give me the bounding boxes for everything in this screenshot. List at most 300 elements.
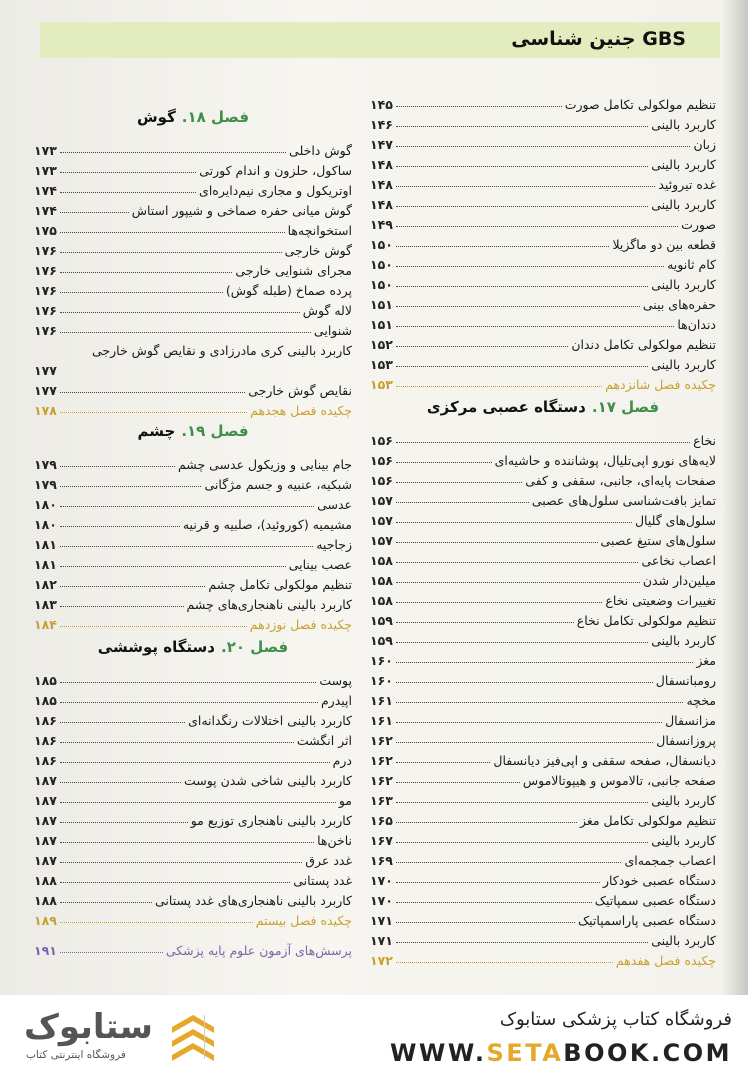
dot-leader — [396, 146, 691, 147]
toc-entry-title: درم — [332, 753, 352, 768]
chapter-18-heading — [34, 108, 352, 138]
toc-entry[interactable] — [370, 588, 716, 608]
toc-entry-title: غدد پستانی — [293, 873, 352, 888]
dot-leader — [60, 212, 129, 213]
toc-entry-title: پرسش‌های آزمون علوم پایه پزشکی — [165, 943, 352, 958]
toc-entry-title: اپیدرم — [320, 693, 352, 708]
chapter-20-heading — [34, 638, 352, 668]
toc-entry[interactable] — [34, 238, 352, 258]
toc-entry-title: کاربرد بالینی شاخی شدن پوست — [183, 773, 352, 788]
dot-leader — [396, 722, 662, 723]
toc-entry-title: کاربرد بالینی ناهنجاری توزیع مو — [190, 813, 352, 828]
dot-leader — [60, 742, 294, 743]
toc-entry[interactable] — [370, 848, 716, 868]
toc-entry[interactable] — [370, 272, 716, 292]
toc-entry-title: زبان — [693, 137, 716, 152]
chapter-summary-entry[interactable] — [370, 372, 716, 392]
toc-entry[interactable] — [34, 848, 352, 868]
toc-entry-page: ۱۷۸ — [34, 403, 57, 418]
toc-entry[interactable] — [34, 378, 352, 398]
toc-entry[interactable] — [370, 548, 716, 568]
toc-entry-page: ۱۶۰ — [370, 653, 393, 668]
toc-entry[interactable] — [34, 668, 352, 688]
toc-entry[interactable] — [370, 608, 716, 628]
chevron-logo-icon — [170, 1011, 216, 1067]
toc-entry-page: ۱۸۶ — [34, 753, 57, 768]
toc-entry[interactable] — [370, 908, 716, 928]
dot-leader — [396, 166, 648, 167]
toc-entry-title: مجرای شنوایی خارجی — [235, 263, 352, 278]
toc-entry-title: مشیمیه (کوروئید)، صلبیه و قرنیه — [182, 517, 352, 532]
dot-leader — [60, 392, 245, 393]
toc-entry-title: دیانسفال، صفحه سقفی و اپی‌فیز دیانسفال — [493, 753, 716, 768]
toc-entry[interactable] — [370, 788, 716, 808]
dot-leader — [396, 346, 568, 347]
toc-entry[interactable] — [34, 592, 352, 612]
toc-entry[interactable] — [370, 428, 716, 448]
dot-leader — [60, 606, 184, 607]
toc-entry-page: ۱۵۶ — [370, 473, 393, 488]
dot-leader — [396, 662, 693, 663]
dot-leader — [60, 782, 181, 783]
toc-entry-title: غدد عرق — [305, 853, 352, 868]
toc-entry-title: اوتریکول و مجاری نیم‌دایره‌ای — [199, 183, 352, 198]
dot-leader — [396, 562, 639, 563]
toc-entry-page: ۱۶۲ — [370, 753, 393, 768]
chapter-19-heading — [34, 422, 352, 452]
toc-entry-page: ۱۸۴ — [34, 617, 57, 632]
dot-leader — [396, 186, 655, 187]
toc-entry-title: کاربرد بالینی — [651, 833, 716, 848]
toc-entry-page: ۱۷۶ — [34, 263, 57, 278]
dot-leader — [60, 152, 286, 153]
toc-entry[interactable] — [34, 452, 352, 472]
toc-entry-page: ۱۷۳ — [34, 143, 57, 158]
toc-entry-title: حفره‌های بینی — [642, 297, 716, 312]
toc-entry-page: ۱۶۹ — [370, 853, 393, 868]
toc-entry-title: کاربرد بالینی — [651, 157, 716, 172]
chapter-summary-entry[interactable] — [370, 948, 716, 968]
toc-entry-title: اثر انگشت — [296, 733, 352, 748]
toc-entry[interactable] — [34, 472, 352, 492]
toc-entry-page: ۱۶۰ — [370, 673, 393, 688]
page-title: GBS جنین شناسی — [511, 28, 686, 50]
dot-leader — [396, 286, 648, 287]
toc-entry-page: ۱۸۷ — [34, 793, 57, 808]
toc-entry[interactable] — [370, 252, 716, 272]
chapter-number: فصل ۱۸. — [181, 108, 250, 126]
dot-leader — [396, 942, 648, 943]
toc-entry-title: چکیده فصل نوزدهم — [249, 617, 352, 632]
store-logo[interactable] — [20, 1007, 220, 1069]
chapter-summary-entry[interactable] — [34, 908, 352, 928]
toc-entry-page: ۱۵۷ — [370, 493, 393, 508]
toc-entry-title: تنظیم مولکولی تکامل چشم — [208, 577, 352, 592]
toc-entry-page: ۱۵۱ — [370, 317, 393, 332]
dot-leader — [396, 702, 684, 703]
toc-entry-title: عدسی — [317, 497, 352, 512]
dot-leader — [396, 762, 491, 763]
toc-entry-page: ۱۵۷ — [370, 513, 393, 528]
chapter-title: دستگاه عصبی مرکزی — [426, 398, 586, 416]
dot-leader — [396, 266, 664, 267]
toc-entry[interactable] — [34, 768, 352, 788]
dot-leader — [396, 462, 492, 463]
dot-leader — [396, 582, 640, 583]
toc-entry-title: چکیده فصل هجدهم — [250, 403, 352, 418]
toc-entry-page: ۱۵۷ — [370, 533, 393, 548]
toc-entry-continuation[interactable] — [34, 358, 352, 378]
toc-entry-title: ساکول، حلزون و اندام کورتی — [199, 163, 352, 178]
toc-entry[interactable] — [34, 572, 352, 592]
toc-entry-page: ۱۷۴ — [34, 203, 57, 218]
toc-entry-page: ۱۶۲ — [370, 773, 393, 788]
toc-entry-page: ۱۴۸ — [370, 197, 393, 212]
toc-entry[interactable] — [34, 888, 352, 908]
url-prefix: WWW. — [389, 1039, 487, 1067]
toc-entry-title: میلین‌دار شدن — [642, 573, 716, 588]
dot-leader — [60, 952, 163, 953]
toc-entry[interactable] — [370, 748, 716, 768]
toc-entry-page: ۱۷۷ — [34, 383, 57, 398]
toc-entry[interactable] — [34, 258, 352, 278]
toc-entry[interactable] — [370, 112, 716, 132]
dot-leader — [396, 326, 674, 327]
toc-entry-page: ۱۸۷ — [34, 813, 57, 828]
dot-leader — [396, 622, 574, 623]
toc-entry-page: ۱۵۸ — [370, 573, 393, 588]
store-title: فروشگاه کتاب پزشکی ستابوک — [499, 1009, 732, 1030]
toc-entry-title: چکیده فصل هفدهم — [615, 953, 716, 968]
dot-leader — [396, 922, 575, 923]
toc-entry-page: ۱۷۴ — [34, 183, 57, 198]
toc-entry[interactable] — [34, 708, 352, 728]
toc-entry[interactable] — [370, 668, 716, 688]
toc-entry-page: ۱۸۷ — [34, 833, 57, 848]
toc-entry-title: شبکیه، عنبیه و جسم مژگانی — [204, 477, 352, 492]
dot-leader — [60, 882, 290, 883]
toc-entry-title: گوش میانی حفره صماخی و شیپور استاش — [131, 203, 352, 218]
toc-entry[interactable] — [370, 192, 716, 212]
toc-entry-page: ۱۵۳ — [370, 377, 393, 392]
toc-entry-title: گوش داخلی — [289, 143, 352, 158]
dot-leader — [60, 332, 311, 333]
dot-leader — [396, 522, 632, 523]
toc-entry[interactable] — [34, 298, 352, 318]
toc-entry-title: کاربرد بالینی — [651, 633, 716, 648]
toc-entry[interactable] — [370, 688, 716, 708]
dot-leader — [396, 642, 648, 643]
toc-entry-page: ۱۵۰ — [370, 277, 393, 292]
toc-entry-title: پوست — [319, 673, 352, 688]
toc-entry[interactable] — [34, 218, 352, 238]
toc-entry-title: کاربرد بالینی — [651, 197, 716, 212]
toc-entry-page: ۱۴۸ — [370, 157, 393, 172]
toc-entry[interactable] — [34, 198, 352, 218]
dot-leader — [60, 566, 286, 567]
toc-entry-title: قطعه بین دو ماگزیلا — [612, 237, 716, 252]
chapter-title: گوش — [136, 108, 176, 126]
toc-entry[interactable] — [34, 748, 352, 768]
dot-leader — [396, 802, 648, 803]
dot-leader — [396, 682, 653, 683]
dot-leader — [396, 842, 648, 843]
store-url[interactable] — [390, 1039, 732, 1067]
dot-leader — [60, 862, 302, 863]
dot-leader — [396, 862, 622, 863]
toc-entry-title: تنظیم مولکولی تکامل صورت — [564, 97, 716, 112]
toc-entry[interactable] — [370, 92, 716, 112]
chapter-number: فصل ۱۷. — [591, 398, 660, 416]
dot-leader — [60, 722, 185, 723]
toc-entry-title: تنظیم مولکولی تکامل نخاع — [576, 613, 716, 628]
dot-leader — [60, 546, 313, 547]
toc-entry-page: ۱۷۹ — [34, 457, 57, 472]
dot-leader — [396, 782, 520, 783]
toc-entry-title: صفحه جانبی، تالاموس و هیپوتالاموس — [522, 773, 716, 788]
toc-entry[interactable] — [370, 808, 716, 828]
chapter-title: دستگاه پوششی — [97, 638, 215, 656]
dot-leader — [396, 822, 577, 823]
toc-entry[interactable] — [34, 728, 352, 748]
toc-entry-title: اعصاب جمجمه‌ای — [624, 853, 716, 868]
toc-entry-page: ۱۶۱ — [370, 713, 393, 728]
exam-questions-entry[interactable] — [34, 938, 352, 958]
dot-leader — [396, 542, 598, 543]
toc-entry[interactable] — [34, 788, 352, 808]
toc-entry-page: ۱۷۳ — [34, 163, 57, 178]
dot-leader — [60, 486, 202, 487]
toc-entry[interactable] — [370, 152, 716, 172]
toc-entry[interactable] — [34, 178, 352, 198]
dot-leader — [396, 902, 592, 903]
toc-entry-page: ۱۶۳ — [370, 793, 393, 808]
toc-entry-page: ۱۴۸ — [370, 177, 393, 192]
toc-entry[interactable] — [34, 278, 352, 298]
toc-entry-page: ۱۸۷ — [34, 853, 57, 868]
toc-entry[interactable] — [34, 532, 352, 552]
toc-entry[interactable] — [34, 868, 352, 888]
url-suffix: BOOK.COM — [563, 1039, 732, 1067]
toc-entry-page: ۱۵۳ — [370, 357, 393, 372]
toc-entry[interactable] — [34, 512, 352, 532]
toc-entry-page: ۱۸۳ — [34, 597, 57, 612]
toc-entry[interactable] — [34, 158, 352, 178]
toc-entry-title: استخوانچه‌ها — [287, 223, 352, 238]
dot-leader — [396, 482, 522, 483]
dot-leader — [396, 386, 602, 387]
toc-entry-page: ۱۸۸ — [34, 893, 57, 908]
toc-entry-title: لاله گوش — [302, 303, 352, 318]
toc-entry[interactable] — [370, 528, 716, 548]
logo-tagline: فروشگاه اینترنتی کتاب — [26, 1049, 126, 1061]
toc-entry-title: کاربرد بالینی — [651, 117, 716, 132]
toc-entry-page: ۱۸۶ — [34, 713, 57, 728]
toc-entry[interactable] — [34, 138, 352, 158]
toc-entry[interactable] — [370, 868, 716, 888]
toc-entry[interactable] — [370, 928, 716, 948]
toc-entry[interactable] — [370, 332, 716, 352]
toc-entry[interactable] — [370, 488, 716, 508]
dot-leader — [60, 842, 314, 843]
toc-entry[interactable] — [370, 448, 716, 468]
toc-entry-page: ۱۶۷ — [370, 833, 393, 848]
dot-leader — [60, 252, 282, 253]
toc-entry-title: صفحات پایه‌ای، جانبی، سقفی و کفی — [525, 473, 716, 488]
dot-leader — [60, 506, 314, 507]
toc-entry[interactable] — [34, 318, 352, 338]
toc-entry[interactable] — [34, 828, 352, 848]
dot-leader — [60, 412, 247, 413]
toc-entry-page: ۱۷۱ — [370, 913, 393, 928]
chapter-17-heading — [370, 398, 716, 428]
chapter-number: فصل ۱۹. — [181, 422, 249, 440]
toc-entry-title: دندان‌ها — [677, 317, 716, 332]
toc-entry-title: کام ثانویه — [667, 257, 716, 272]
toc-entry-page: ۱۵۰ — [370, 237, 393, 252]
toc-entry-title: سلول‌های گلیال — [634, 513, 716, 528]
toc-entry[interactable] — [370, 648, 716, 668]
toc-entry-page: ۱۸۲ — [34, 577, 57, 592]
toc-entry[interactable] — [370, 312, 716, 332]
toc-entry-title: دستگاه عصبی سمپاتیک — [594, 893, 716, 908]
dot-leader — [396, 962, 613, 963]
toc-entry[interactable] — [370, 468, 716, 488]
toc-entry-title: تنظیم مولکولی تکامل مغز — [579, 813, 716, 828]
toc-entry[interactable] — [370, 708, 716, 728]
dot-leader — [396, 882, 600, 883]
toc-entry[interactable] — [34, 688, 352, 708]
chapter-summary-entry[interactable] — [34, 398, 352, 418]
toc-entry[interactable] — [370, 292, 716, 312]
toc-entry[interactable] — [370, 232, 716, 252]
toc-entry-title: نخاع — [693, 433, 716, 448]
dot-leader — [396, 602, 603, 603]
toc-entry-title: مو — [338, 793, 352, 808]
toc-entry-page: ۱۸۸ — [34, 873, 57, 888]
dot-leader — [396, 106, 562, 107]
store-footer — [0, 995, 748, 1079]
toc-entry-title: غده تیروئید — [658, 177, 716, 192]
dot-leader — [396, 306, 640, 307]
toc-entry[interactable] — [370, 768, 716, 788]
toc-entry-title: کاربرد بالینی اختلالات رنگدانه‌ای — [188, 713, 352, 728]
toc-entry-title: مزانسفال — [665, 713, 716, 728]
dot-leader — [60, 232, 285, 233]
toc-entry[interactable] — [34, 492, 352, 512]
toc-entry-title: گوش خارجی — [284, 243, 352, 258]
toc-entry[interactable] — [370, 352, 716, 372]
toc-entry-page: ۱۵۹ — [370, 633, 393, 648]
toc-entry-page: ۱۷۶ — [34, 303, 57, 318]
toc-entry-page: ۱۴۶ — [370, 117, 393, 132]
toc-entry-title: عصب بینایی — [288, 557, 352, 572]
toc-entry-title: چکیده فصل شانزدهم — [605, 377, 716, 392]
toc-entry-page: ۱۴۷ — [370, 137, 393, 152]
logo-wordmark: ستابوک — [24, 1007, 153, 1047]
toc-entry-title: شنوایی — [313, 323, 352, 338]
dot-leader — [60, 172, 196, 173]
chapter-summary-entry[interactable] — [34, 612, 352, 632]
toc-entry[interactable] — [370, 628, 716, 648]
chapter-number: فصل ۲۰. — [221, 638, 289, 656]
toc-entry-title: کاربرد بالینی کری مادرزادی و نقایص گوش خارجی — [91, 343, 352, 358]
toc-entry[interactable] — [370, 728, 716, 748]
chapter-title: چشم — [137, 422, 176, 440]
toc-entry-page: ۱۶۵ — [370, 813, 393, 828]
dot-leader — [396, 246, 610, 247]
toc-entry-title: صورت — [681, 217, 716, 232]
toc-entry-title: ناخن‌ها — [317, 833, 352, 848]
toc-entry[interactable] — [34, 338, 352, 358]
toc-entry-title: دستگاه عصبی پاراسمپاتیک — [577, 913, 716, 928]
dot-leader — [60, 702, 318, 703]
toc-entry[interactable] — [370, 132, 716, 152]
toc-entry-page: ۱۶۱ — [370, 693, 393, 708]
toc-entry[interactable] — [370, 828, 716, 848]
toc-entry-page: ۱۸۶ — [34, 733, 57, 748]
toc-entry-title: اعصاب نخاعی — [641, 553, 716, 568]
toc-entry-page: ۱۵۰ — [370, 257, 393, 272]
toc-entry-page: ۱۷۰ — [370, 873, 393, 888]
dot-leader — [396, 442, 690, 443]
dot-leader — [60, 466, 175, 467]
dot-leader — [396, 126, 648, 127]
toc-entry-title: پروزانسفال — [656, 733, 716, 748]
toc-entry-title: کاربرد بالینی ناهنجاری‌های چشم — [186, 597, 352, 612]
toc-entry[interactable] — [370, 508, 716, 528]
toc-entry-page: ۱۷۶ — [34, 323, 57, 338]
toc-left-column — [34, 108, 352, 958]
toc-entry-page: ۱۴۹ — [370, 217, 393, 232]
toc-entry-page: ۱۷۵ — [34, 223, 57, 238]
toc-entry-page: ۱۵۱ — [370, 297, 393, 312]
dot-leader — [60, 902, 152, 903]
toc-entry-title: کاربرد بالینی — [651, 277, 716, 292]
toc-entry-page: ۱۵۲ — [370, 337, 393, 352]
toc-entry-title: جام بینایی و وزیکول عدسی چشم — [177, 457, 352, 472]
dot-leader — [60, 682, 316, 683]
toc-entry-title: مخچه — [686, 693, 716, 708]
toc-entry-page: ۱۷۲ — [370, 953, 393, 968]
dot-leader — [60, 586, 205, 587]
toc-entry[interactable] — [370, 888, 716, 908]
footer-divider — [204, 1015, 205, 1059]
toc-entry-page: ۱۷۰ — [370, 893, 393, 908]
toc-entry-title: نقایص گوش خارجی — [248, 383, 352, 398]
toc-entry-title: پرده صماخ (طبله گوش) — [225, 283, 352, 298]
toc-entry-title: تغییرات وضعیتی نخاع — [605, 593, 716, 608]
dot-leader — [60, 762, 330, 763]
toc-entry[interactable] — [34, 808, 352, 828]
toc-entry[interactable] — [370, 172, 716, 192]
toc-entry-page: ۱۵۸ — [370, 553, 393, 568]
dot-leader — [60, 272, 232, 273]
toc-entry-page: ۱۸۱ — [34, 537, 57, 552]
toc-entry-page: ۱۴۵ — [370, 97, 393, 112]
toc-entry-page: ۱۵۸ — [370, 593, 393, 608]
toc-entry[interactable] — [370, 212, 716, 232]
toc-entry[interactable] — [34, 552, 352, 572]
toc-entry[interactable] — [370, 568, 716, 588]
toc-entry-page: ۱۷۷ — [34, 363, 57, 378]
toc-entry-page: ۱۹۱ — [34, 943, 57, 958]
toc-entry-title: کاربرد بالینی — [651, 793, 716, 808]
dot-leader — [60, 312, 300, 313]
url-highlight: SETA — [486, 1039, 564, 1067]
toc-entry-title: رومبانسفال — [655, 673, 716, 688]
header-band — [40, 22, 720, 58]
